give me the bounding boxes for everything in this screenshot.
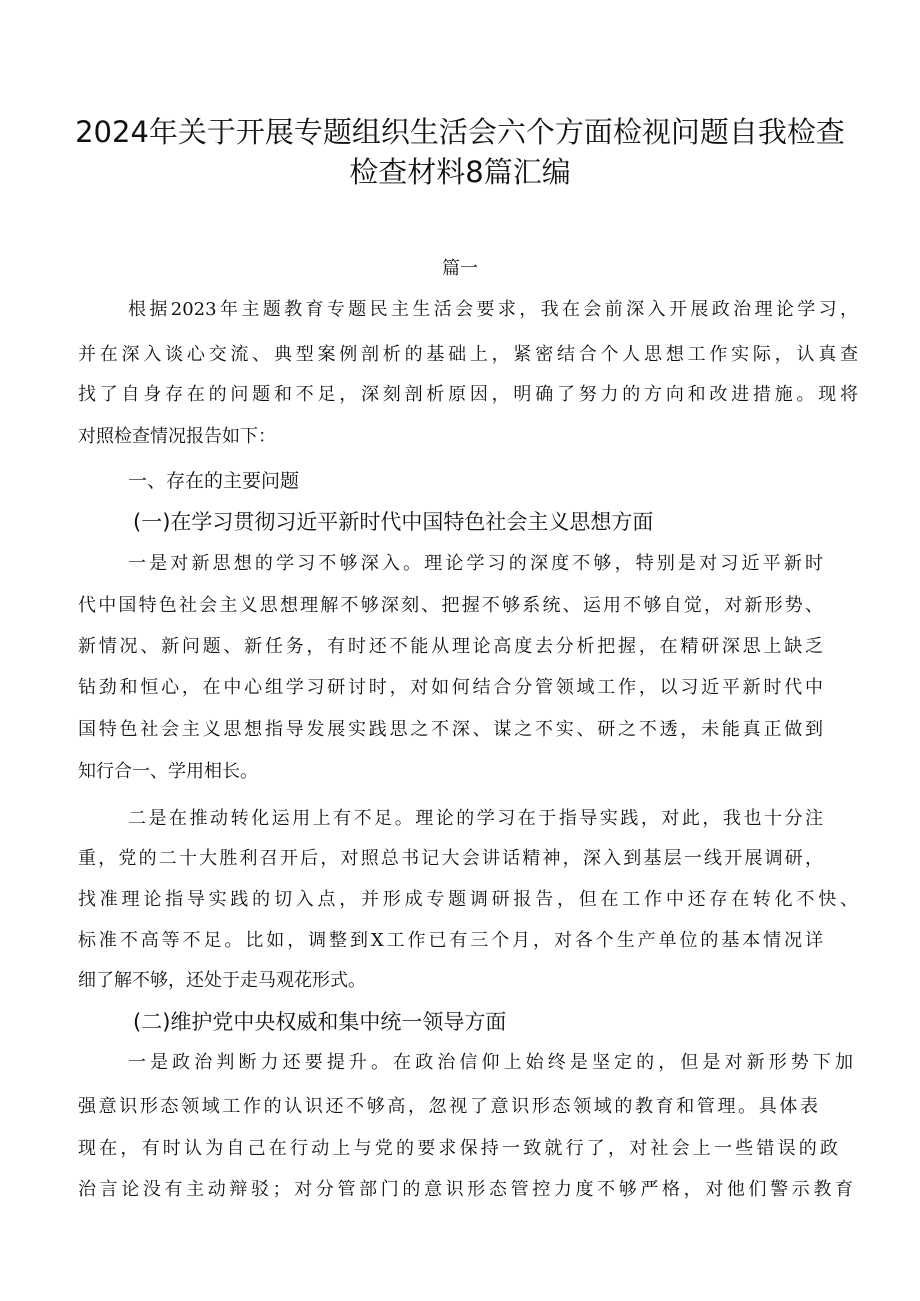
document-title-line-2: 检查材料8篇汇编 xyxy=(349,155,571,189)
intro-line-3: 找了自身存在的问题和不足，深刻剖析原因，明确了努力的方向和改进措施。现将 xyxy=(78,384,858,405)
sub1-p2-line-1: 二是在推动转化运用上有不足。理论的学习在于指导实践，对此，我也十分注 xyxy=(128,808,823,829)
intro-line-4: 对照检查情况报告如下： xyxy=(78,426,276,447)
sub1-p1-line-3: 新情况、新问题、新任务，有时还不能从理论高度去分析把握，在精研深思上缺乏 xyxy=(78,636,823,657)
sub1-p2-line-4: 标准不高等不足。比如，调整到X工作已有三个月，对各个生产单位的基本情况详 xyxy=(78,930,823,951)
sub1-p2-line-3: 找准理论指导实践的切入点，并形成专题调研报告，但在工作中还存在转化不快、 xyxy=(78,889,858,910)
sub1-p1-line-6: 知行合一、学用相长。 xyxy=(78,761,258,782)
sub2-p1-line-1: 一是政治判断力还要提升。在政治信仰上始终是坚定的，但是对新形势下加 xyxy=(128,1052,853,1073)
intro-line-1: 根据2023年主题教育专题民主生活会要求，我在会前深入开展政治理论学习， xyxy=(128,299,858,320)
sub2-p1-line-3: 现在，有时认为自己在行动上与党的要求保持一致就行了，对社会上一些错误的政 xyxy=(78,1138,838,1159)
heading-main-problems: 一、存在的主要问题 xyxy=(128,470,300,492)
subheading-1: (一)在学习贯彻习近平新时代中国特色社会主义思想方面 xyxy=(133,510,654,534)
sub1-p1-line-4: 钻劲和恒心，在中心组学习研讨时，对如何结合分管领域工作，以习近平新时代中 xyxy=(78,677,823,698)
sub2-p1-line-4: 治言论没有主动辩驳；对分管部门的意识形态管控力度不够严格，对他们警示教育 xyxy=(78,1179,853,1200)
subheading-2: (二)维护党中央权威和集中统一领导方面 xyxy=(133,1010,507,1034)
sub1-p2-line-2: 重，党的二十大胜利召开后，对照总书记大会讲话精神，深入到基层一线开展调研， xyxy=(78,848,823,869)
document-title-line-1: 2024年关于开展专题组织生活会六个方面检视问题自我检查 xyxy=(75,115,845,149)
sub1-p2-line-5: 细了解不够，还处于走马观花形式。 xyxy=(78,970,366,991)
section-label: 篇一 xyxy=(442,258,478,279)
sub2-p1-line-2: 强意识形态领域工作的认识还不够高，忽视了意识形态领域的教育和管理。具体表 xyxy=(78,1096,818,1117)
sub1-p1-line-2: 代中国特色社会主义思想理解不够深刻、把握不够系统、运用不够自觉，对新形势、 xyxy=(78,595,823,616)
sub1-p1-line-5: 国特色社会主义思想指导发展实践思之不深、谋之不实、研之不透，未能真正做到 xyxy=(78,719,823,740)
intro-line-2: 并在深入谈心交流、典型案例剖析的基础上，紧密结合个人思想工作实际，认真查 xyxy=(78,344,858,365)
sub1-p1-line-1: 一是对新思想的学习不够深入。理论学习的深度不够，特别是对习近平新时 xyxy=(128,553,823,574)
